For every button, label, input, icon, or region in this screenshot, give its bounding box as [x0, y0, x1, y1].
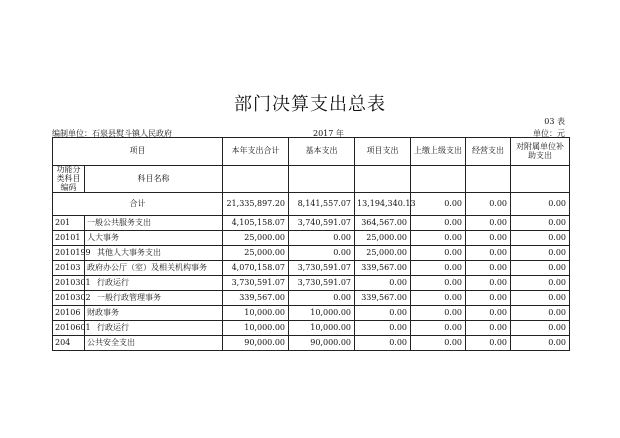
- table-row: [53, 246, 570, 261]
- row-business: 0.00: [466, 276, 511, 291]
- row-name: 其他人大事务支出: [85, 246, 223, 261]
- row-code: 20103: [53, 261, 85, 276]
- row-name: 人大事务: [85, 231, 223, 246]
- row-total: 4,070,158.07: [223, 261, 289, 276]
- row-total: 339,567.00: [223, 291, 289, 306]
- row-subsidy: 0.00: [511, 306, 570, 321]
- header-upper: 上缴上级支出: [411, 138, 466, 166]
- row-business: 0.00: [466, 261, 511, 276]
- row-basic: 3,740,591.07: [289, 216, 355, 231]
- row-basic: 3,730,591.07: [289, 261, 355, 276]
- row-subsidy: 0.00: [511, 261, 570, 276]
- row-project: 0.00: [355, 321, 411, 336]
- row-code: 2010301: [53, 276, 85, 291]
- row-basic: 3,730,591.07: [289, 276, 355, 291]
- row-upper: 0.00: [411, 336, 466, 351]
- row-upper: 0.00: [411, 261, 466, 276]
- total-cell: 0.00: [466, 193, 511, 216]
- row-subsidy: 0.00: [511, 246, 570, 261]
- row-project: 364,567.00: [355, 216, 411, 231]
- row-total: 4,105,158.07: [223, 216, 289, 231]
- header-project: 项目支出: [355, 138, 411, 166]
- row-project: 25,000.00: [355, 246, 411, 261]
- row-name: 政府办公厅（室）及相关机构事务: [85, 261, 223, 276]
- total-label: 合计: [53, 193, 223, 216]
- row-total: 10,000.00: [223, 306, 289, 321]
- row-upper: 0.00: [411, 306, 466, 321]
- row-upper: 0.00: [411, 321, 466, 336]
- row-total: 10,000.00: [223, 321, 289, 336]
- row-business: 0.00: [466, 231, 511, 246]
- table-row: [53, 276, 570, 291]
- row-code: 2010199: [53, 246, 85, 261]
- row-subsidy: 0.00: [511, 321, 570, 336]
- row-project: 0.00: [355, 336, 411, 351]
- row-basic: 0.00: [289, 231, 355, 246]
- header-total: 本年支出合计: [223, 138, 289, 166]
- row-upper: 0.00: [411, 246, 466, 261]
- header-func-code: 功能分类科目编码: [53, 166, 85, 193]
- row-business: 0.00: [466, 321, 511, 336]
- row-total: 90,000.00: [223, 336, 289, 351]
- total-cell: 13,194,340.13: [355, 193, 411, 216]
- compiler-unit: 编制单位：石泉县熨斗镇人民政府: [52, 129, 172, 138]
- row-total: 25,000.00: [223, 246, 289, 261]
- row-subsidy: 0.00: [511, 276, 570, 291]
- header-subsidy: 对附属单位补助支出: [511, 138, 570, 166]
- table-number: 03 表: [544, 117, 565, 126]
- row-name: 一般行政管理事务: [85, 291, 223, 306]
- header-item: 项目: [53, 138, 223, 166]
- header-business: 经营支出: [466, 138, 511, 166]
- total-cell: 0.00: [411, 193, 466, 216]
- table-row: [53, 321, 570, 336]
- table-row: [53, 216, 570, 231]
- row-basic: 0.00: [289, 246, 355, 261]
- row-total: 25,000.00: [223, 231, 289, 246]
- table-row: [53, 261, 570, 276]
- row-code: 204: [53, 336, 85, 351]
- row-name: 公共安全支出: [85, 336, 223, 351]
- table-row: [53, 231, 570, 246]
- row-code: 2010601: [53, 321, 85, 336]
- table-row: [53, 291, 570, 306]
- row-project: 339,567.00: [355, 291, 411, 306]
- total-cell: 21,335,897.20: [223, 193, 289, 216]
- fiscal-year: 2017 年: [313, 129, 344, 138]
- row-business: 0.00: [466, 246, 511, 261]
- row-project: 0.00: [355, 306, 411, 321]
- total-cell: 0.00: [511, 193, 570, 216]
- row-name: 行政运行: [85, 321, 223, 336]
- row-total: 3,730,591.07: [223, 276, 289, 291]
- expenditure-table: [52, 137, 570, 351]
- total-cell: 8,141,557.07: [289, 193, 355, 216]
- header-basic: 基本支出: [289, 138, 355, 166]
- row-business: 0.00: [466, 291, 511, 306]
- row-business: 0.00: [466, 216, 511, 231]
- row-basic: 10,000.00: [289, 306, 355, 321]
- row-upper: 0.00: [411, 276, 466, 291]
- row-name: 财政事务: [85, 306, 223, 321]
- table-row: [53, 306, 570, 321]
- page-title: 部门决算支出总表: [234, 94, 386, 115]
- currency-unit: 单位：元: [533, 129, 565, 138]
- row-business: 0.00: [466, 336, 511, 351]
- row-project: 0.00: [355, 276, 411, 291]
- table-row: [53, 336, 570, 351]
- row-subsidy: 0.00: [511, 336, 570, 351]
- row-business: 0.00: [466, 306, 511, 321]
- row-code: 2010302: [53, 291, 85, 306]
- row-project: 25,000.00: [355, 231, 411, 246]
- row-code: 201: [53, 216, 85, 231]
- row-subsidy: 0.00: [511, 216, 570, 231]
- row-upper: 0.00: [411, 231, 466, 246]
- row-basic: 0.00: [289, 291, 355, 306]
- row-basic: 90,000.00: [289, 336, 355, 351]
- row-subsidy: 0.00: [511, 291, 570, 306]
- row-code: 20106: [53, 306, 85, 321]
- row-upper: 0.00: [411, 216, 466, 231]
- row-upper: 0.00: [411, 291, 466, 306]
- row-project: 339,567.00: [355, 261, 411, 276]
- row-name: 行政运行: [85, 276, 223, 291]
- row-subsidy: 0.00: [511, 231, 570, 246]
- row-basic: 10,000.00: [289, 321, 355, 336]
- total-row: [53, 193, 570, 216]
- header-subject-name: 科目名称: [85, 166, 223, 193]
- row-code: 20101: [53, 231, 85, 246]
- row-name: 一般公共服务支出: [85, 216, 223, 231]
